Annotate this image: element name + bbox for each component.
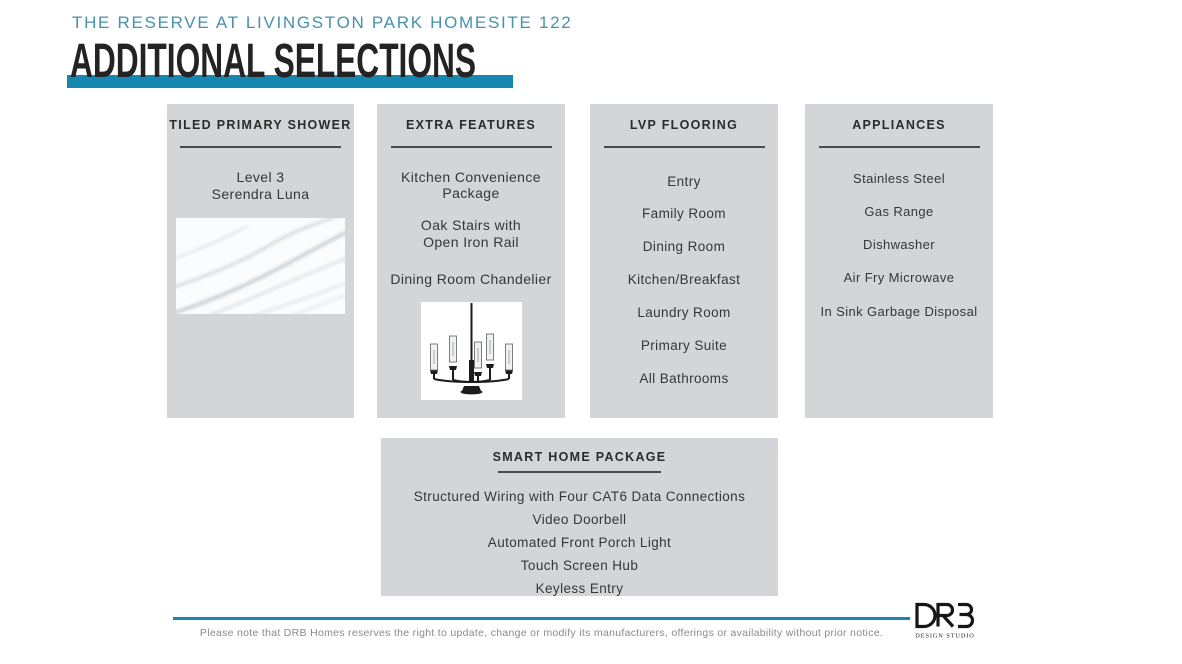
- selection-item: Gas Range: [864, 203, 934, 219]
- community-homesite-title: THE RESERVE AT LIVINGSTON PARK HOMESITE 122: [72, 13, 573, 32]
- footer-accent-rule: [173, 617, 910, 620]
- panel-items: [381, 485, 778, 600]
- panel-items: [590, 174, 778, 388]
- selection-item: Keyless Entry: [535, 580, 624, 596]
- disclaimer-text: Please note that DRB Homes reserves the right to update, change or modify its manufacturers, offerings or availability without prior notice.: [199, 627, 884, 639]
- panel-lvp-flooring: [590, 104, 778, 418]
- panel-items: [377, 169, 565, 288]
- panel-extra-features: [377, 104, 565, 418]
- selection-item: Air Fry Microwave: [843, 270, 955, 286]
- selection-item: Serendra Luna: [211, 186, 310, 203]
- selection-item: Automated Front Porch Light: [487, 534, 672, 550]
- selection-item: Laundry Room: [637, 305, 731, 320]
- panel-smart-home-package: [381, 438, 778, 596]
- panel-title-rule: [498, 471, 661, 473]
- panel-title-rule: [604, 146, 765, 148]
- selection-item: Family Room: [642, 206, 726, 222]
- panel-items: [167, 169, 354, 204]
- page-title: ADDITIONAL SELECTIONS: [70, 35, 476, 88]
- selection-item: Stainless Steel: [853, 170, 945, 186]
- drb-design-studio-logo: [913, 601, 977, 641]
- panel-items: [805, 171, 993, 320]
- selection-item: Level 3: [236, 168, 285, 185]
- panel-title: EXTRA FEATURES: [405, 118, 536, 132]
- drb-logo-subtext: DESIGN STUDIO: [915, 632, 975, 640]
- selection-item: Primary Suite: [640, 337, 728, 353]
- panel-appliances: [805, 104, 993, 418]
- selection-item: All Bathrooms: [639, 370, 729, 386]
- panel-title: APPLIANCES: [852, 118, 946, 132]
- page-title-block: [67, 35, 587, 90]
- selection-item: Dining Room: [642, 239, 726, 255]
- selection-item: Oak Stairs with Open Iron Rail: [420, 217, 522, 250]
- selection-item: In Sink Garbage Disposal: [820, 303, 978, 319]
- marble-tile-image: [176, 218, 345, 314]
- selection-item: Structured Wiring with Four CAT6 Data Connections: [413, 488, 746, 504]
- panel-title: TILED PRIMARY SHOWER: [169, 118, 352, 132]
- panel-title-rule: [819, 146, 980, 148]
- panel-title-rule: [391, 146, 552, 148]
- panel-title: LVP FLOORING: [629, 118, 739, 132]
- selection-item: Video Doorbell: [532, 511, 627, 527]
- selection-item: Kitchen Convenience Package: [401, 168, 541, 202]
- selection-item: Dining Room Chandelier: [390, 270, 552, 287]
- selection-item: Touch Screen Hub: [520, 557, 639, 573]
- selection-item: Kitchen/Breakfast: [627, 272, 741, 288]
- panel-title-rule: [180, 146, 341, 148]
- selection-item: Entry: [667, 173, 701, 189]
- panel-tiled-primary-shower: [167, 104, 354, 418]
- panel-title: SMART HOME PACKAGE: [492, 450, 667, 464]
- selection-item: Dishwasher: [863, 237, 935, 252]
- chandelier-image: [421, 302, 522, 400]
